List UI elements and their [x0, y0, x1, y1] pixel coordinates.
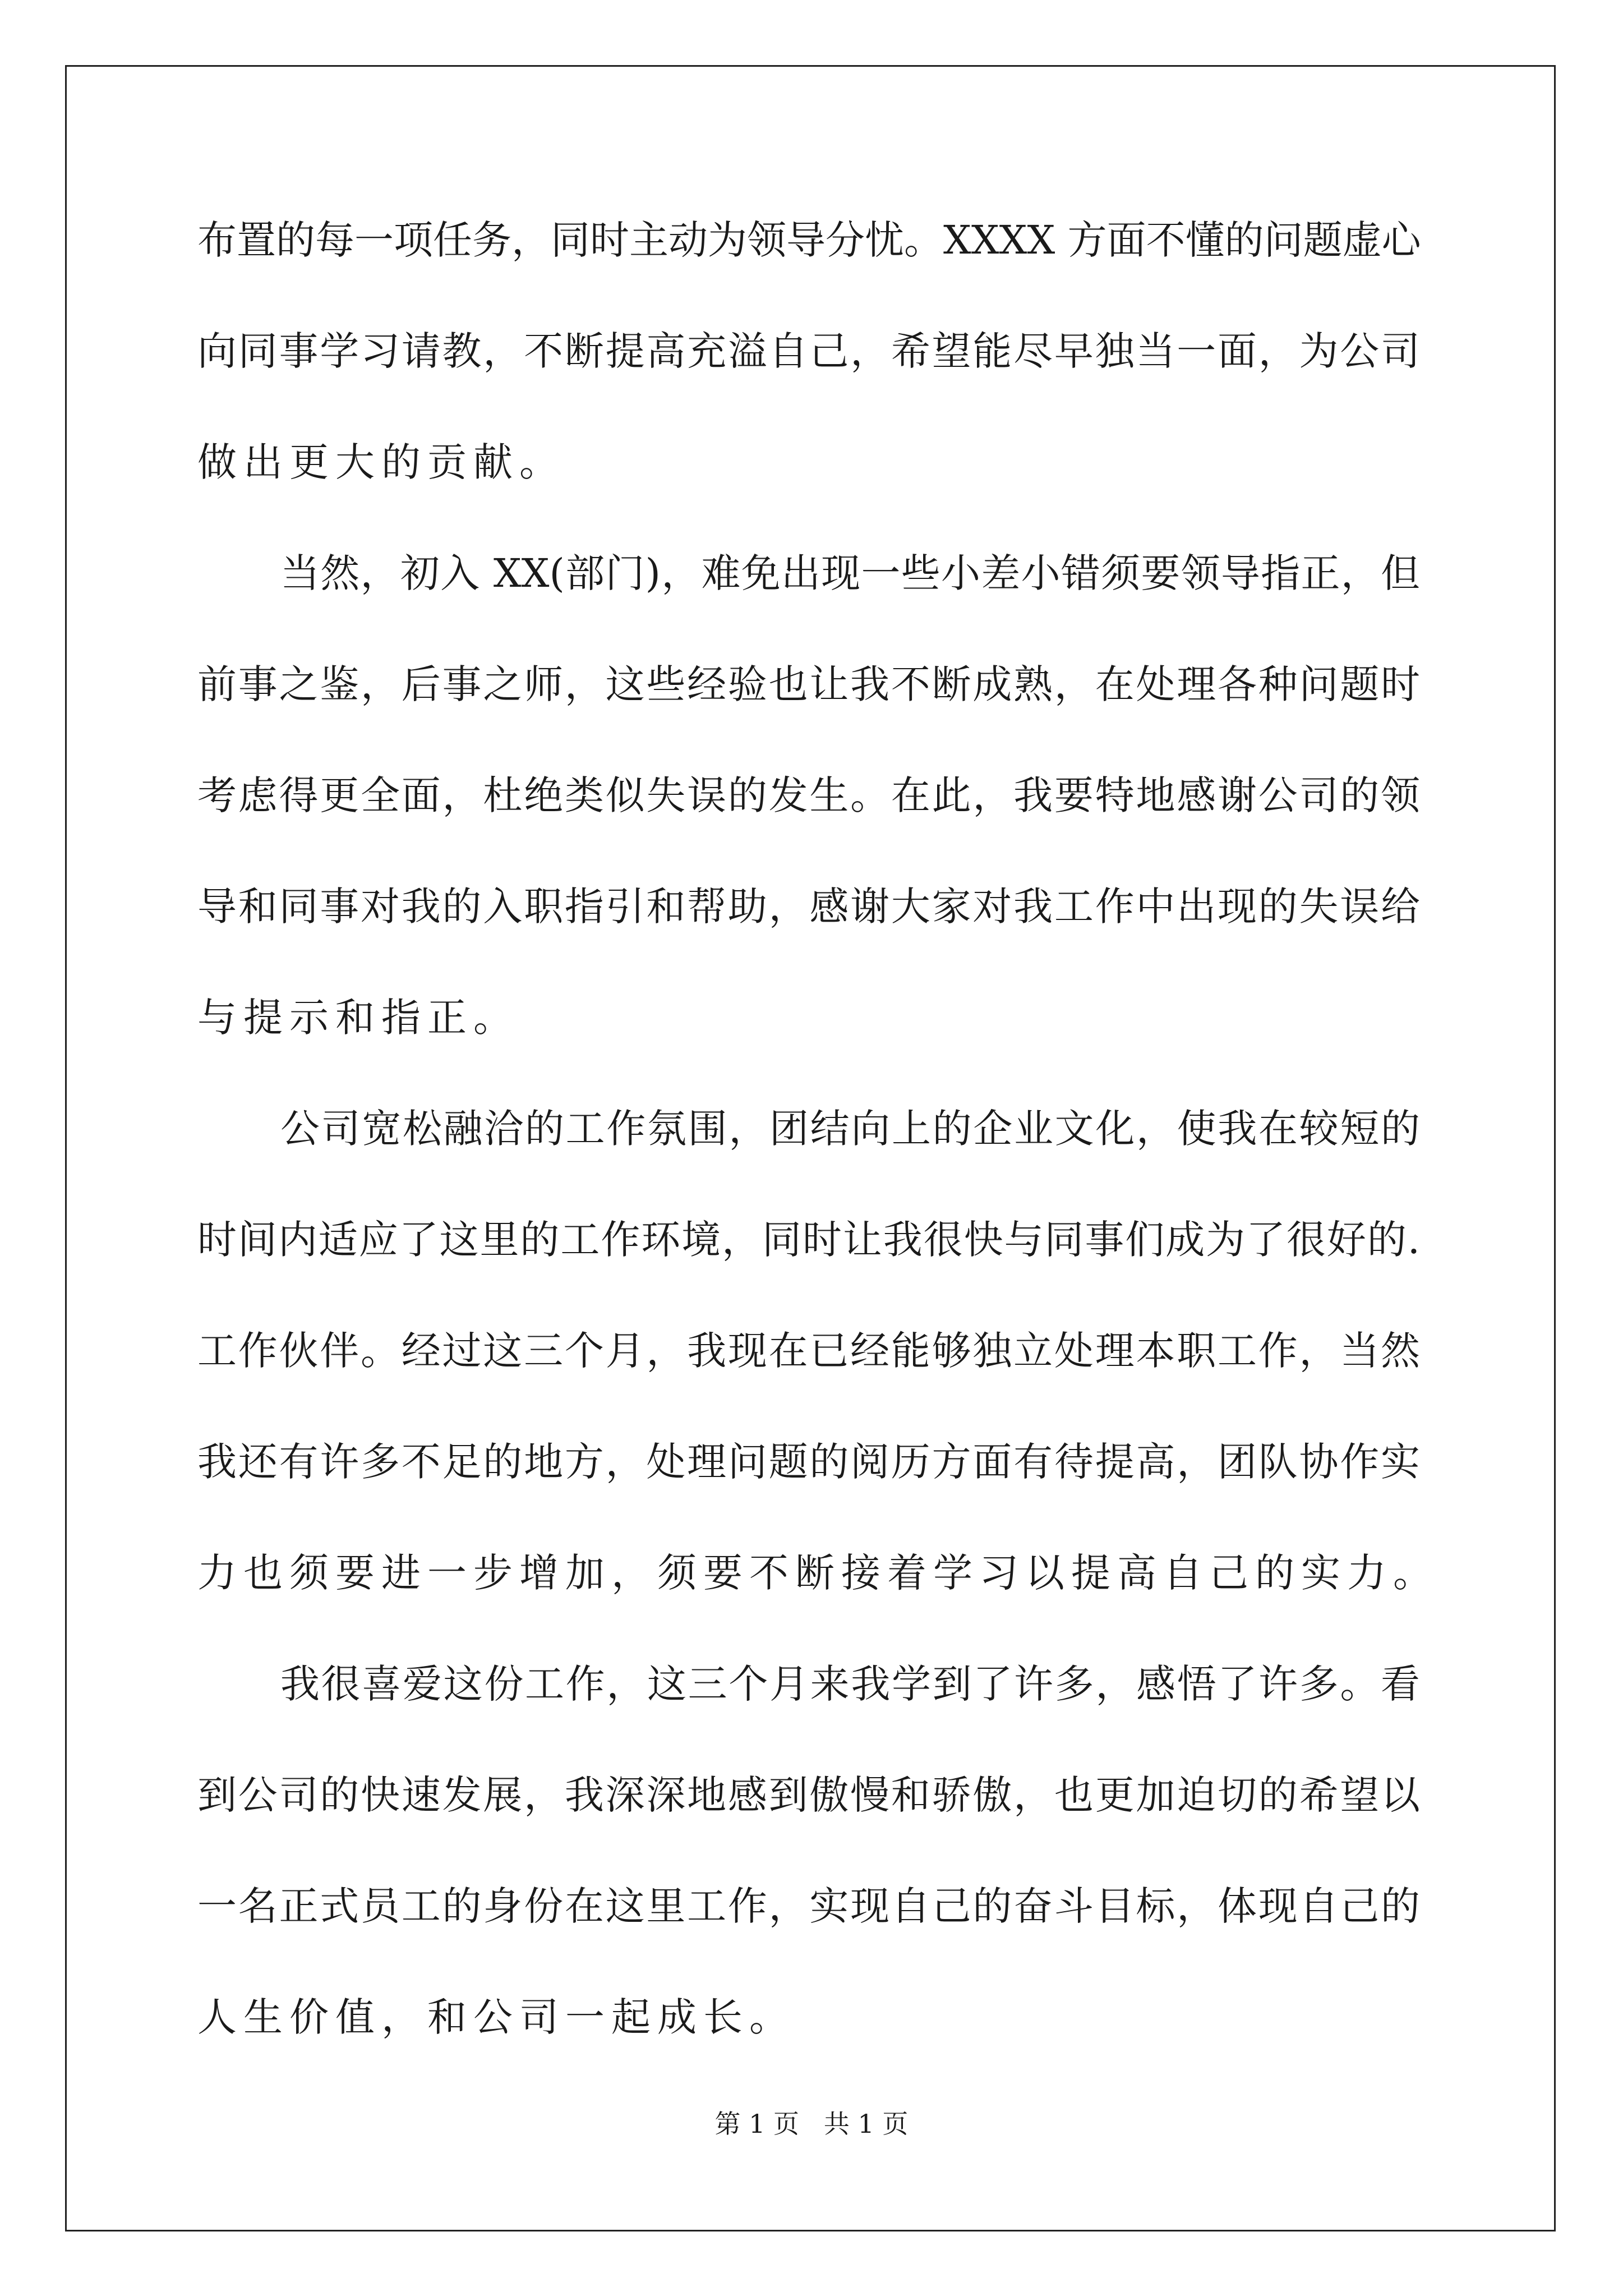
page-number-footer: 第 1 页 共 1 页 — [714, 2109, 909, 2139]
text-line: 前事之鉴，后事之师，这些经验也让我不断成熟，在处理各种问题时 — [197, 661, 1420, 707]
paragraph-start-line: 公司宽松融洽的工作氛围，团结向上的企业文化，使我在较短的 — [280, 1106, 1420, 1152]
paragraph-start-line: 当然，初入 XX(部门)，难免出现一些小差小错须要领导指正，但 — [280, 550, 1420, 596]
text-line: 考虑得更全面，杜绝类似失误的发生。在此，我要特地感谢公司的领 — [197, 772, 1420, 818]
text-line: 到公司的快速发展，我深深地感到傲慢和骄傲，也更加迫切的希望以 — [197, 1772, 1420, 1818]
text-line: 工作伙伴。经过这三个月，我现在已经能够独立处理本职工作，当然 — [197, 1328, 1420, 1374]
text-line: 布置的每一项任务，同时主动为领导分忧。XXXX 方面不懂的问题虚心 — [197, 217, 1421, 263]
text-line: 做出更大的贡献。 — [197, 439, 565, 485]
text-line: 与提示和指正。 — [197, 995, 519, 1041]
text-line: 力也须要进一步增加，须要不断接着学习以提高自己的实力。 — [197, 1550, 1439, 1596]
document-body — [197, 215, 1439, 2103]
text-line: 向同事学习请教，不断提高充溢自己，希望能尽早独当一面，为公司 — [197, 328, 1420, 374]
text-line: 人生价值，和公司一起成长。 — [197, 1994, 795, 2040]
paragraph-start-line: 我很喜爱这份工作，这三个月来我学到了许多，感悟了许多。看 — [280, 1661, 1420, 1707]
text-line: 导和同事对我的入职指引和帮助，感谢大家对我工作中出现的失误给 — [197, 884, 1420, 930]
text-line: 我还有许多不足的地方，处理问题的阅历方面有待提高，团队协作实 — [197, 1439, 1420, 1485]
text-line: 时间内适应了这里的工作环境，同时让我很快与同事们成为了很好的. — [197, 1217, 1420, 1263]
text-line: 一名正式员工的身份在这里工作，实现自己的奋斗目标，体现自己的 — [197, 1883, 1420, 1929]
